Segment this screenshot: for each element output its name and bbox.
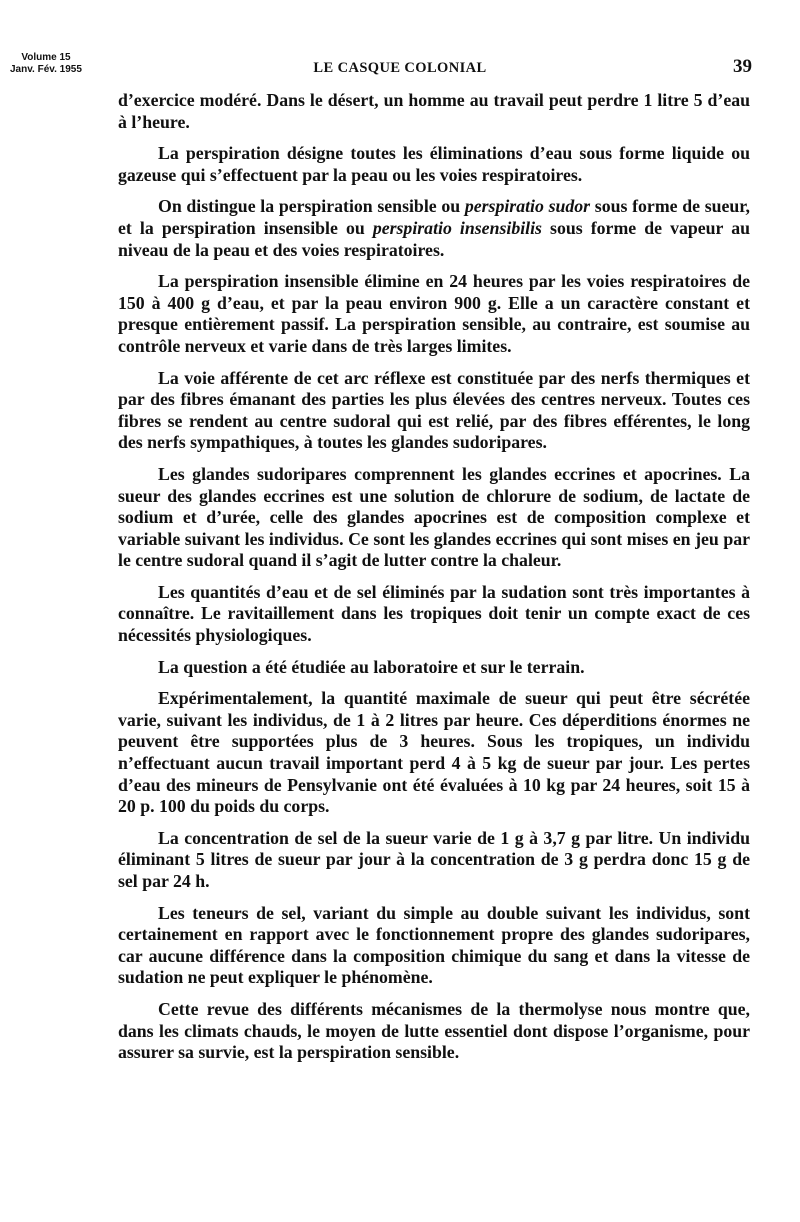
paragraph-experimental: Expérimentalement, la quantité maximale de sueur qui peut être sécrétée varie, suivant les individus, de 1 à 2 litres par heure. Ces déperditions énormes ne peuvent être supportées plus de 3 heures. Sous les tropiques, un individu n’effectuant aucun travail important perd 4 à 5 kg de sueur par jour. Les pertes d’eau des mineurs de Pensylvanie ont été évaluées à 10 kg par 24 heures, soit 15 à 20 p. 100 du poids du corps. (118, 688, 750, 817)
paragraph-insensible-perspiration: La perspiration insensible élimine en 24 heures par les voies respiratoires de 150 à 400 g d’eau, et par la peau environ 900 g. Elle a un caractère constant et presque entièrement passif. La perspiration sensible, au contraire, est soumise au contrôle nerveux et varie dans de très larges limites. (118, 271, 750, 356)
paragraph-sweat-glands: Les glandes sudoripares comprennent les glandes eccrines et apocrines. La sueur des glandes eccrines est une solution de chlorure de sodium, de lactate de sodium et d’urée, celle des glandes apocrines est de composition complexe et variable suivant les individus. Ce sont les glandes eccrines qui sont mises en jeu par le centre sudoral quand il s’agit de lutter contre la chaleur. (118, 463, 750, 571)
page-number: 39 (733, 56, 752, 77)
paragraph-continued: d’exercice modéré. Dans le désert, un homme au travail peut perdre 1 litre 5 d’eau à l’heure. (118, 90, 750, 132)
paragraph-perspiration-types (118, 196, 750, 261)
paragraph-salt-concentration: La concentration de sel de la sueur varie de 1 g à 3,7 g par litre. Un individu éliminant 5 litres de sueur par jour à la concentration de 3 g perdra donc 15 g de sel par 24 h. (118, 827, 750, 891)
issue-date: Janv. Fév. 1955 (10, 64, 82, 75)
running-header (0, 50, 800, 90)
term-perspiratio-sudor: perspiratio sudor (464, 196, 591, 217)
paragraph-water-salt: Les quantités d’eau et de sel éliminés par la sudation sont très importantes à connaître. Le ravitaillement dans les tropiques doit tenir un compte exact de ces nécessités physiologiques. (118, 581, 750, 646)
text-run: On distingue la perspiration sensible ou (158, 196, 465, 217)
article-body (118, 90, 750, 1074)
paragraph-study: La question a été étudiée au laboratoire et sur le terrain. (158, 656, 585, 677)
paragraph-conclusion: Cette revue des différents mécanismes de la thermolyse nous montre que, dans les climats chauds, le moyen de lutte essentiel dont dispose l’organisme, pour assurer sa survie, est la perspiration sensible. (118, 998, 750, 1063)
paragraph-perspiration-definition: La perspiration désigne toutes les éliminations d’eau sous forme liquide ou gazeuse qui s’effectuent par la peau ou les voies respiratoires. (118, 143, 750, 185)
text-run: sous forme de sueur, et la perspiration insensible ou (118, 196, 750, 238)
text-run: sous forme de vapeur au niveau de la peau et des voies respiratoires. (118, 217, 750, 260)
volume-number: Volume 15 (21, 52, 71, 63)
paragraph-reflex-arc: La voie afférente de cet arc réflexe est constituée par des nerfs thermiques et par des fibres émanant des parties les plus élevées des centres nerveux. Toutes ces fibres se rendent au centre sudoral qui est relié, par des fibres efférentes, le long des nerfs sympathiques, à toutes les glandes sudoripares. (118, 367, 750, 453)
paragraph-salt-content: Les teneurs de sel, variant du simple au double suivant les individus, sont certainement en rapport avec le fonctionnement propre des glandes sudoripares, car aucune différence dans la composition chimique du sang et dans la vitesse de sudation ne peut expliquer le phénomène. (118, 902, 750, 988)
journal-title: LE CASQUE COLONIAL (313, 60, 487, 76)
term-perspiratio-insensibilis: perspiratio insensibilis (372, 217, 542, 238)
